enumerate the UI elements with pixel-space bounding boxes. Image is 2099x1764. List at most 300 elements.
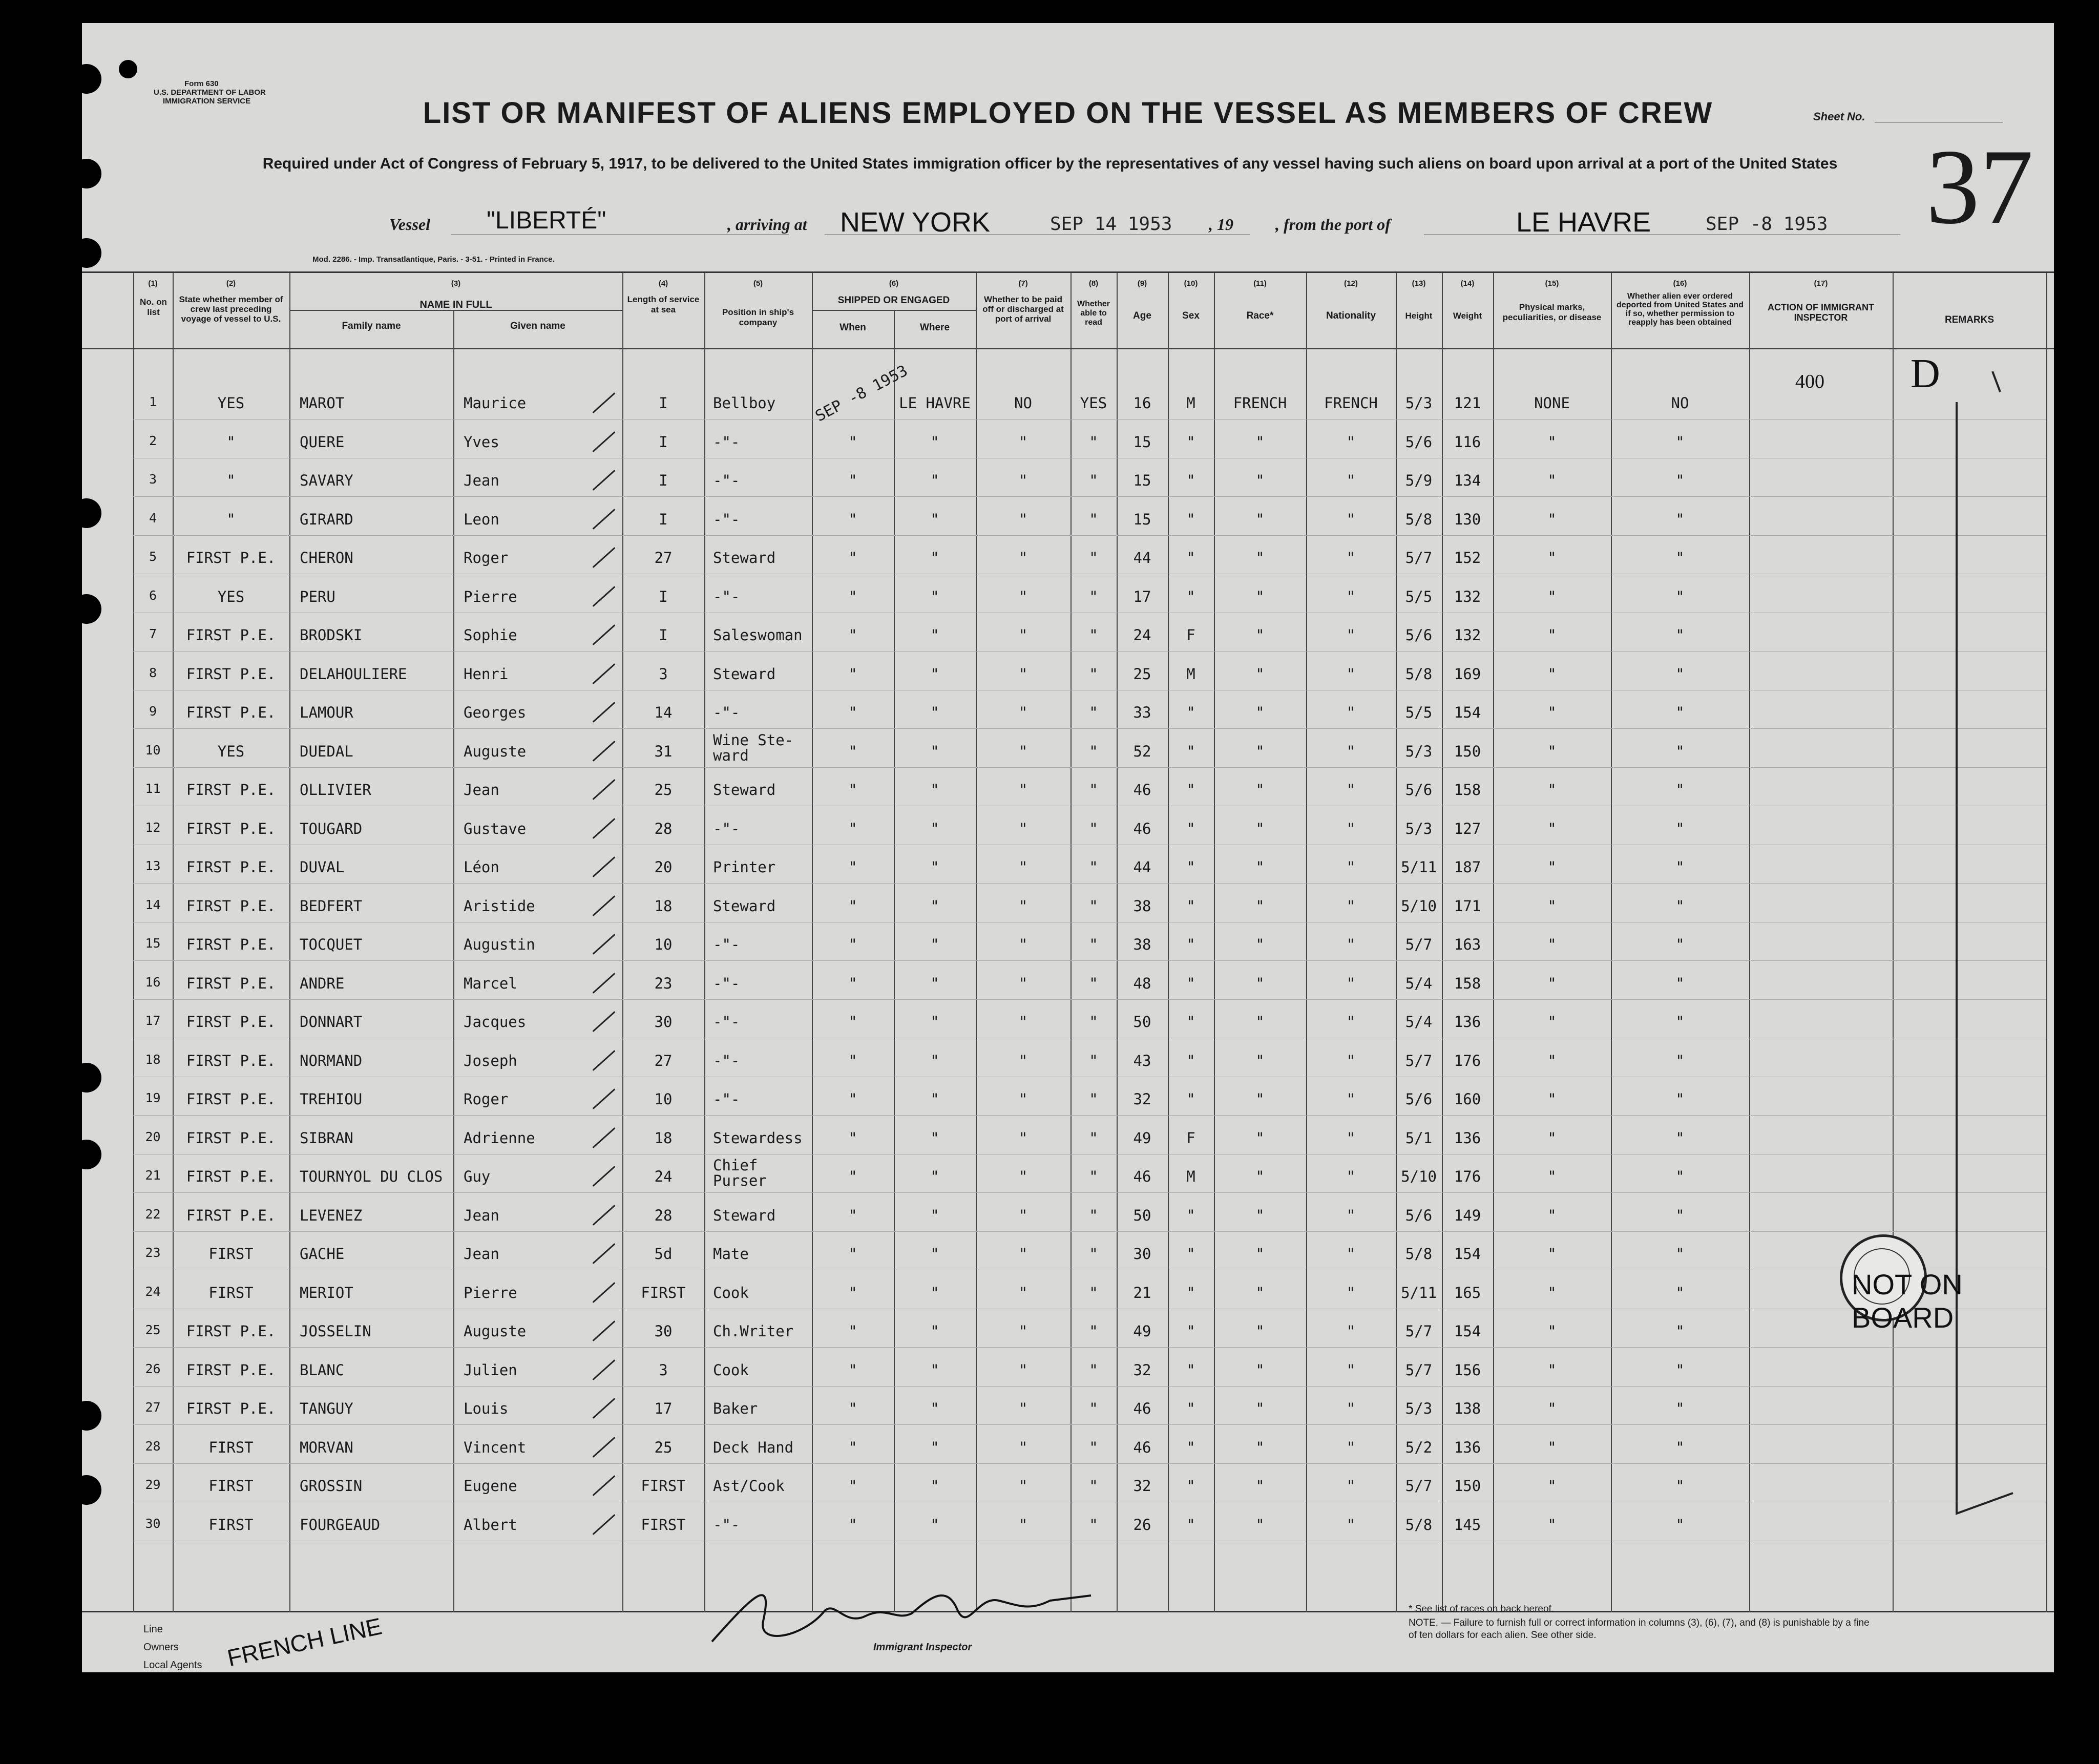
crew-cell-race: " <box>1255 704 1265 721</box>
crew-cell-given: Adrienne <box>464 1129 535 1147</box>
crew-cell-family: DUEDAL <box>300 742 353 760</box>
crew-cell-no: 1 <box>149 394 157 409</box>
crew-cell-given: Louis <box>464 1400 509 1417</box>
crew-cell-phys: " <box>1547 1168 1557 1185</box>
crew-cell-position: Cook <box>713 1284 749 1301</box>
crew-cell-sex: " <box>1186 433 1195 451</box>
crew-cell-age: 32 <box>1133 1090 1151 1108</box>
crew-cell-when: " <box>848 1516 857 1534</box>
crew-cell-status: FIRST P.E. <box>186 974 276 992</box>
crew-cell-age: 46 <box>1133 1168 1151 1185</box>
crew-cell-weight: 152 <box>1454 549 1481 566</box>
header-physical: Physical marks, peculiarities, or disease <box>1502 302 1602 322</box>
sheet-label: Sheet No. <box>1813 110 1865 123</box>
header-weight: Weight <box>1453 311 1482 321</box>
crew-cell-length: 10 <box>654 1090 673 1108</box>
crew-cell-paid: " <box>1018 1245 1028 1263</box>
crew-cell-position: Printer <box>713 858 776 876</box>
crew-cell-nat: " <box>1346 1361 1356 1379</box>
crew-cell-race: " <box>1255 742 1265 760</box>
crew-cell-length: 25 <box>654 1438 673 1456</box>
crew-cell-where: " <box>930 1245 939 1263</box>
crew-cell-paid: " <box>1018 1438 1028 1456</box>
crew-cell-paid: " <box>1018 1284 1028 1301</box>
crew-cell-when: " <box>848 665 857 683</box>
crew-cell-length: 24 <box>654 1168 673 1185</box>
crew-cell-when: " <box>848 1284 857 1301</box>
service: IMMIGRATION SERVICE <box>163 97 251 106</box>
crew-cell-length: 10 <box>654 936 673 953</box>
crew-cell-sex: " <box>1186 974 1195 992</box>
crew-cell-read: " <box>1089 1206 1098 1224</box>
crew-cell-where: " <box>930 1013 939 1031</box>
crew-cell-deport: " <box>1675 626 1685 644</box>
crew-cell-nat: " <box>1346 433 1356 451</box>
col-num-16: (16) <box>1673 279 1687 288</box>
crew-cell-weight: 187 <box>1454 858 1481 876</box>
crew-cell-deport: NO <box>1671 394 1689 412</box>
crew-cell-age: 52 <box>1133 742 1151 760</box>
crew-cell-family: CHERON <box>300 549 353 566</box>
crew-cell-age: 26 <box>1133 1516 1151 1534</box>
footer-line-label: Line <box>143 1624 163 1635</box>
crew-cell-age: 44 <box>1133 858 1151 876</box>
crew-cell-length: 30 <box>654 1013 673 1031</box>
crew-cell-paid: NO <box>1014 394 1032 412</box>
crew-cell-family: MAROT <box>300 394 345 412</box>
manifest-sheet <box>82 23 2054 1672</box>
col-divider <box>453 310 454 1612</box>
crew-cell-height: 5/4 <box>1405 1013 1433 1031</box>
crew-cell-nat: " <box>1346 1245 1356 1263</box>
crew-cell-where: " <box>930 936 939 953</box>
crew-cell-sex: " <box>1186 1322 1195 1340</box>
crew-cell-sex: " <box>1186 936 1195 953</box>
crew-cell-age: 21 <box>1133 1284 1151 1301</box>
crew-cell-weight: 156 <box>1454 1361 1481 1379</box>
crew-cell-phys: " <box>1547 472 1557 489</box>
crew-cell-race: " <box>1255 1284 1265 1301</box>
crew-cell-sex: " <box>1186 549 1195 566</box>
crew-cell-height: 5/6 <box>1405 1206 1433 1224</box>
crew-cell-race: " <box>1255 1322 1265 1340</box>
crew-cell-family: BEDFERT <box>300 897 363 915</box>
crew-cell-family: TREHIOU <box>300 1090 363 1108</box>
col-divider <box>1749 273 1750 1612</box>
row-rule <box>133 960 2046 961</box>
crew-cell-when: " <box>848 587 857 605</box>
crew-cell-nat: " <box>1346 587 1356 605</box>
col-divider <box>704 273 705 1612</box>
punch-hole <box>72 159 101 188</box>
crew-cell-read: " <box>1089 1013 1098 1031</box>
punch-hole <box>72 1475 101 1505</box>
crew-cell-length: I <box>659 587 668 605</box>
not-on-board-stamp: NOT ON BOARD <box>1852 1268 1963 1334</box>
row-rule <box>133 999 2046 1000</box>
crew-cell-weight: 150 <box>1454 1477 1481 1495</box>
crew-cell-deport: " <box>1675 1245 1685 1263</box>
crew-cell-length: FIRST <box>641 1516 686 1534</box>
crew-cell-sex: " <box>1186 1438 1195 1456</box>
crew-cell-weight: 116 <box>1454 433 1481 451</box>
crew-cell-nat: " <box>1346 704 1356 721</box>
crew-cell-paid: " <box>1018 472 1028 489</box>
crew-cell-no: 24 <box>145 1284 161 1299</box>
crew-cell-length: I <box>659 394 668 412</box>
punch-hole <box>72 594 101 624</box>
crew-cell-no: 5 <box>149 549 157 564</box>
crew-cell-weight: 121 <box>1454 394 1481 412</box>
crew-cell-deport: " <box>1675 549 1685 566</box>
col-num-7: (7) <box>1018 279 1028 288</box>
crew-cell-family: JOSSELIN <box>300 1322 371 1340</box>
crew-cell-race: " <box>1255 858 1265 876</box>
crew-cell-status: " <box>226 510 236 528</box>
crew-cell-phys: " <box>1547 1245 1557 1263</box>
crew-cell-when: " <box>848 781 857 799</box>
crew-cell-height: 5/9 <box>1405 472 1433 489</box>
crew-cell-nat: " <box>1346 472 1356 489</box>
crew-cell-deport: " <box>1675 781 1685 799</box>
crew-cell-read: " <box>1089 1322 1098 1340</box>
crew-cell-where: " <box>930 1168 939 1185</box>
crew-cell-paid: " <box>1018 781 1028 799</box>
crew-cell-height: 5/8 <box>1405 510 1433 528</box>
crew-cell-deport: " <box>1675 1168 1685 1185</box>
crew-cell-weight: 176 <box>1454 1052 1481 1069</box>
crew-cell-status: FIRST P.E. <box>186 820 276 837</box>
crew-cell-sex: " <box>1186 1206 1195 1224</box>
crew-cell-read: " <box>1089 858 1098 876</box>
crew-cell-height: 5/2 <box>1405 1438 1433 1456</box>
crew-cell-weight: 160 <box>1454 1090 1481 1108</box>
crew-cell-sex: F <box>1186 626 1195 644</box>
fine-note <box>1409 1617 1880 1642</box>
crew-cell-no: 8 <box>149 665 157 680</box>
crew-cell-position: Chief Purser <box>713 1157 767 1189</box>
crew-cell-read: " <box>1089 820 1098 837</box>
crew-cell-given: Aristide <box>464 897 535 915</box>
crew-cell-given: Vincent <box>464 1438 527 1456</box>
footer-owners-label: Owners <box>143 1642 179 1653</box>
col-num-6: (6) <box>889 279 899 288</box>
crew-cell-deport: " <box>1675 665 1685 683</box>
crew-cell-nat: " <box>1346 820 1356 837</box>
crew-cell-height: 5/7 <box>1405 549 1433 566</box>
crew-cell-where: " <box>930 858 939 876</box>
crew-cell-phys: " <box>1547 781 1557 799</box>
crew-cell-length: 23 <box>654 974 673 992</box>
row-rule <box>133 1424 2046 1425</box>
col-num-10: (10) <box>1184 279 1198 288</box>
crew-cell-phys: " <box>1547 974 1557 992</box>
header-no-on-list: No. on list <box>140 297 167 317</box>
header-paid-off: Whether to be paid off or discharged at port of arrival <box>982 295 1064 324</box>
header-remarks: REMARKS <box>1944 314 1995 325</box>
crew-cell-nat: " <box>1346 1013 1356 1031</box>
crew-cell-deport: " <box>1675 1438 1685 1456</box>
crew-cell-paid: " <box>1018 587 1028 605</box>
crew-cell-deport: " <box>1675 1400 1685 1417</box>
crew-cell-phys: " <box>1547 1361 1557 1379</box>
crew-cell-status: FIRST <box>208 1284 254 1301</box>
header-when: When <box>839 322 866 333</box>
header-given-name: Given name <box>510 321 565 331</box>
crew-cell-no: 25 <box>145 1322 161 1337</box>
crew-cell-where: " <box>930 1477 939 1495</box>
crew-cell-read: " <box>1089 897 1098 915</box>
crew-cell-age: 33 <box>1133 704 1151 721</box>
crew-cell-when: " <box>848 936 857 953</box>
crew-cell-status: YES <box>217 742 245 760</box>
crew-cell-where: " <box>930 704 939 721</box>
crew-cell-sex: " <box>1186 742 1195 760</box>
crew-cell-height: 5/8 <box>1405 1245 1433 1263</box>
crew-cell-read: " <box>1089 974 1098 992</box>
crew-cell-nat: " <box>1346 1477 1356 1495</box>
crew-cell-weight: 132 <box>1454 587 1481 605</box>
crew-cell-phys: NONE <box>1534 394 1570 412</box>
crew-cell-sex: " <box>1186 1052 1195 1069</box>
crew-cell-phys: " <box>1547 1013 1557 1031</box>
crew-cell-paid: " <box>1018 433 1028 451</box>
crew-cell-length: I <box>659 626 668 644</box>
crew-cell-nat: " <box>1346 897 1356 915</box>
crew-cell-length: FIRST <box>641 1284 686 1301</box>
crew-cell-sex: M <box>1186 394 1195 412</box>
crew-cell-race: " <box>1255 1438 1265 1456</box>
crew-cell-height: 5/3 <box>1405 820 1433 837</box>
header-sex: Sex <box>1182 310 1200 321</box>
crew-cell-phys: " <box>1547 820 1557 837</box>
crew-cell-sex: " <box>1186 510 1195 528</box>
crew-cell-position: Cook <box>713 1361 749 1379</box>
crew-cell-read: " <box>1089 665 1098 683</box>
crew-cell-weight: 158 <box>1454 781 1481 799</box>
crew-cell-position: -"- <box>713 1090 740 1108</box>
crew-cell-position: Deck Hand <box>713 1438 794 1456</box>
crew-cell-race: " <box>1255 1245 1265 1263</box>
crew-cell-height: 5/6 <box>1405 1090 1433 1108</box>
crew-cell-nat: " <box>1346 1322 1356 1340</box>
crew-cell-deport: " <box>1675 1477 1685 1495</box>
crew-cell-weight: 171 <box>1454 897 1481 915</box>
crew-cell-when: " <box>848 1129 857 1147</box>
crew-cell-position: -"- <box>713 704 740 721</box>
crew-cell-paid: " <box>1018 1361 1028 1379</box>
crew-cell-family: OLLIVIER <box>300 781 371 799</box>
row-rule <box>133 1347 2046 1348</box>
crew-cell-sex: " <box>1186 781 1195 799</box>
crew-cell-where: " <box>930 626 939 644</box>
crew-cell-read: " <box>1089 1438 1098 1456</box>
crew-cell-race: " <box>1255 1013 1265 1031</box>
crew-cell-status: FIRST P.E. <box>186 781 276 799</box>
row-rule <box>133 728 2046 729</box>
crew-cell-paid: " <box>1018 1477 1028 1495</box>
crew-cell-when: " <box>848 549 857 566</box>
crew-cell-status: FIRST P.E. <box>186 897 276 915</box>
crew-cell-height: 5/5 <box>1405 704 1433 721</box>
crew-cell-phys: " <box>1547 1052 1557 1069</box>
crew-cell-sex: " <box>1186 897 1195 915</box>
remarks-mark: D <box>1911 351 1940 396</box>
crew-cell-no: 12 <box>145 820 161 835</box>
crew-cell-when: " <box>848 1438 857 1456</box>
crew-cell-status: FIRST P.E. <box>186 936 276 953</box>
crew-cell-race: " <box>1255 781 1265 799</box>
crew-cell-age: 46 <box>1133 1400 1151 1417</box>
crew-cell-family: FOURGEAUD <box>300 1516 381 1534</box>
crew-cell-family: QUERE <box>300 433 345 451</box>
crew-cell-read: " <box>1089 1052 1098 1069</box>
crew-cell-race: " <box>1255 626 1265 644</box>
crew-cell-height: 5/3 <box>1405 394 1433 412</box>
row-rule <box>133 1192 2046 1193</box>
crew-cell-phys: " <box>1547 1322 1557 1340</box>
crew-cell-deport: " <box>1675 472 1685 489</box>
punch-hole <box>72 64 101 94</box>
crew-cell-age: 24 <box>1133 626 1151 644</box>
races-note: * See list of races on back hereof. <box>1409 1604 1555 1614</box>
crew-cell-age: 32 <box>1133 1477 1151 1495</box>
header-position: Position in ship's company <box>722 307 794 327</box>
crew-cell-paid: " <box>1018 820 1028 837</box>
crew-cell-age: 46 <box>1133 1438 1151 1456</box>
crew-cell-given: Jean <box>464 1206 499 1224</box>
crew-cell-nat: " <box>1346 1090 1356 1108</box>
crew-cell-no: 23 <box>145 1245 161 1260</box>
crew-cell-race: " <box>1255 1090 1265 1108</box>
crew-cell-where: " <box>930 742 939 760</box>
crew-cell-when: " <box>848 704 857 721</box>
crew-cell-where: " <box>930 1400 939 1417</box>
crew-cell-when: " <box>848 974 857 992</box>
crew-cell-age: 44 <box>1133 549 1151 566</box>
crew-cell-nat: " <box>1346 1284 1356 1301</box>
crew-cell-sex: " <box>1186 1013 1195 1031</box>
crew-cell-race: " <box>1255 1168 1265 1185</box>
crew-cell-status: FIRST <box>208 1245 254 1263</box>
crew-cell-paid: " <box>1018 858 1028 876</box>
crew-cell-race: FRENCH <box>1233 394 1287 412</box>
note-label: NOTE. <box>1409 1618 1439 1628</box>
crew-cell-where: " <box>930 1361 939 1379</box>
crew-cell-race: " <box>1255 587 1265 605</box>
crew-cell-given: Julien <box>464 1361 517 1379</box>
crew-cell-position: Stewardess <box>713 1129 803 1147</box>
crew-cell-phys: " <box>1547 1129 1557 1147</box>
crew-cell-weight: 154 <box>1454 1322 1481 1340</box>
crew-cell-position: Ch.Writer <box>713 1322 794 1340</box>
crew-cell-paid: " <box>1018 897 1028 915</box>
row-rule <box>133 1463 2046 1464</box>
crew-cell-nat: " <box>1346 510 1356 528</box>
crew-cell-given: Henri <box>464 665 509 683</box>
crew-cell-weight: 136 <box>1454 1013 1481 1031</box>
crew-cell-deport: " <box>1675 704 1685 721</box>
crew-cell-height: 5/6 <box>1405 781 1433 799</box>
crew-cell-when: " <box>848 1322 857 1340</box>
crew-cell-nat: " <box>1346 1438 1356 1456</box>
row-rule <box>133 767 2046 768</box>
crew-cell-status: FIRST <box>208 1477 254 1495</box>
crew-cell-position: Bellboy <box>713 394 776 412</box>
crew-cell-nat: " <box>1346 1206 1356 1224</box>
crew-cell-where: " <box>930 1052 939 1069</box>
row-rule <box>133 1115 2046 1116</box>
required-notice: Required under Act of Congress of February 5, 1917, to be delivered to the United States immigration officer by the representatives of any vessel having such aliens on board upon arrival at a port of the United States <box>262 155 1838 172</box>
crew-cell-deport: " <box>1675 1361 1685 1379</box>
crew-cell-race: " <box>1255 1052 1265 1069</box>
crew-cell-given: Pierre <box>464 587 517 605</box>
crew-cell-length: I <box>659 472 668 489</box>
crew-cell-when: " <box>848 1206 857 1224</box>
crew-cell-given: Sophie <box>464 626 517 644</box>
crew-cell-where: " <box>930 665 939 683</box>
year-label: , 19 <box>1209 215 1233 234</box>
crew-cell-sex: " <box>1186 1090 1195 1108</box>
crew-cell-given: Maurice <box>464 394 527 412</box>
crew-cell-paid: " <box>1018 974 1028 992</box>
crew-cell-phys: " <box>1547 858 1557 876</box>
header-name-in-full: NAME IN FULL <box>419 299 492 310</box>
crew-cell-weight: 127 <box>1454 820 1481 837</box>
crew-cell-position: Steward <box>713 1206 776 1224</box>
header-shipped: SHIPPED OR ENGAGED <box>837 295 950 306</box>
crew-cell-nat: " <box>1346 626 1356 644</box>
crew-cell-weight: 136 <box>1454 1438 1481 1456</box>
crew-cell-deport: " <box>1675 858 1685 876</box>
crew-cell-given: Marcel <box>464 974 517 992</box>
crew-cell-weight: 169 <box>1454 665 1481 683</box>
col-num-15: (15) <box>1545 279 1559 288</box>
crew-cell-read: " <box>1089 704 1098 721</box>
departure-port: LE HAVRE <box>1516 207 1651 238</box>
crew-cell-age: 49 <box>1133 1322 1151 1340</box>
crew-cell-position: -"- <box>713 472 740 489</box>
crew-cell-race: " <box>1255 472 1265 489</box>
crew-cell-nat: " <box>1346 742 1356 760</box>
crew-cell-sex: " <box>1186 820 1195 837</box>
crew-cell-weight: 154 <box>1454 1245 1481 1263</box>
crew-cell-status: FIRST P.E. <box>186 858 276 876</box>
crew-cell-weight: 163 <box>1454 936 1481 953</box>
crew-cell-when: " <box>848 1013 857 1031</box>
crew-cell-status: FIRST <box>208 1438 254 1456</box>
crew-cell-nat: FRENCH <box>1324 394 1378 412</box>
crew-cell-status: FIRST P.E. <box>186 704 276 721</box>
crew-cell-weight: 136 <box>1454 1129 1481 1147</box>
crew-cell-deport: " <box>1675 1090 1685 1108</box>
crew-cell-where: " <box>930 587 939 605</box>
crew-cell-status: FIRST P.E. <box>186 626 276 644</box>
crew-cell-position: -"- <box>713 1052 740 1069</box>
crew-cell-read: " <box>1089 1129 1098 1147</box>
crew-cell-read: YES <box>1080 394 1107 412</box>
header-nationality: Nationality <box>1326 310 1376 321</box>
crew-cell-race: " <box>1255 1206 1265 1224</box>
crew-cell-race: " <box>1255 1477 1265 1495</box>
crew-cell-sex: " <box>1186 858 1195 876</box>
crew-cell-read: " <box>1089 472 1098 489</box>
crew-cell-no: 26 <box>145 1361 161 1376</box>
page-number: 37 <box>1926 128 2033 246</box>
crew-cell-weight: 176 <box>1454 1168 1481 1185</box>
crew-cell-position: Baker <box>713 1400 758 1417</box>
crew-cell-paid: " <box>1018 510 1028 528</box>
